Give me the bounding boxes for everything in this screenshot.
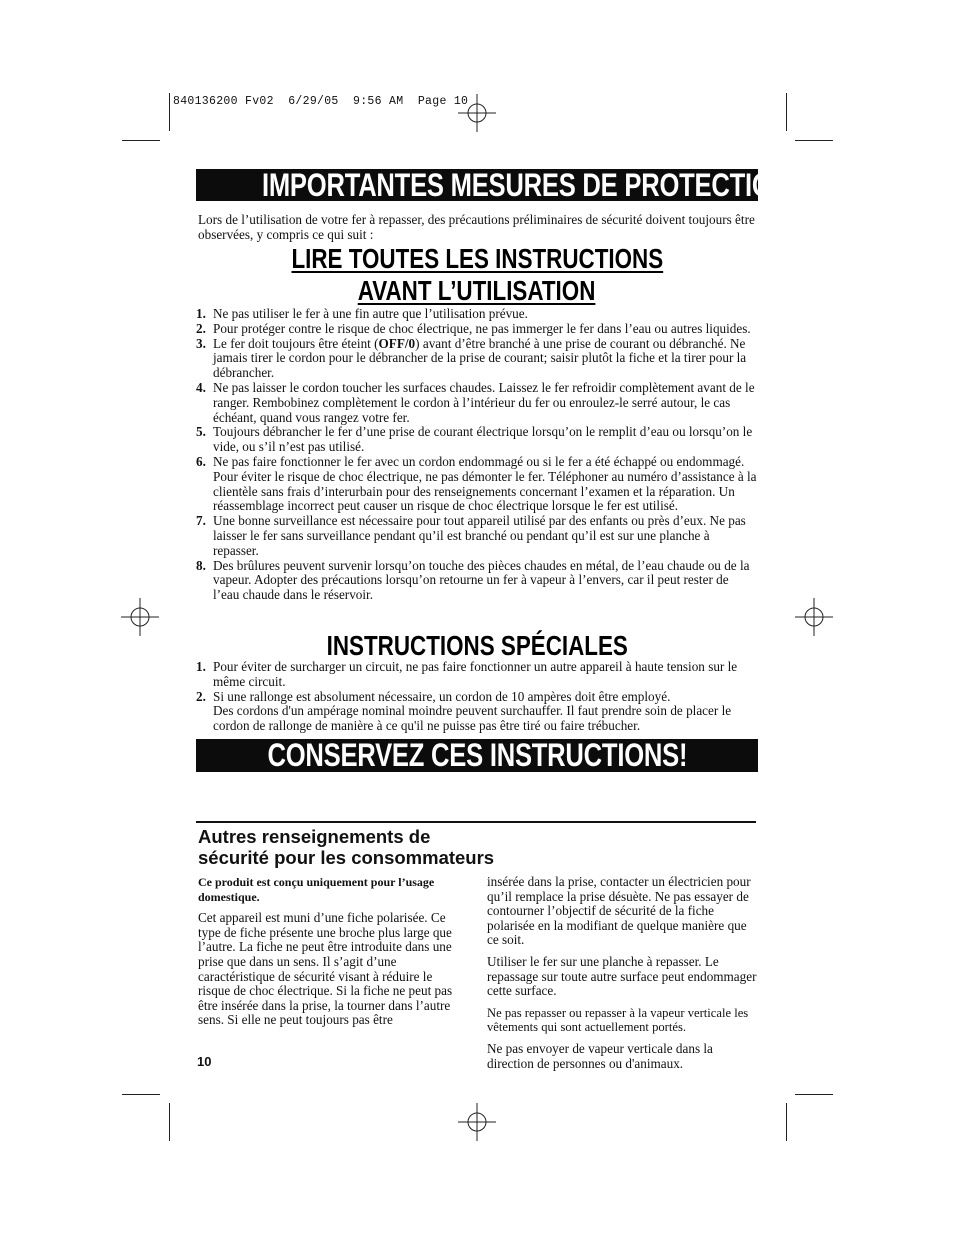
list-item: 1. Ne pas utiliser le fer à une fin autre que l’utilisation prévue. [196,306,528,321]
crop-mark [169,1103,170,1141]
title-banner-text: IMPORTANTES MESURES DE PROTECTION [261,167,790,203]
polarized-plug-continued: insérée dans la prise, contacter un électricien pour qu’il remplace la prise désuète. Ne pas essayer de contourner l’objectif de sécurité de la fiche polarisée en la modifiant de quelque manière que ce soit. [487,874,751,948]
title-banner [196,167,790,203]
list-item: 2. Si une rallonge est absolument nécessaire, un cordon de 10 ampères doit être employé. Des cordons d'un ampérage nominal moindre peuvent surchauffer. Il faut prendre soin de placer le cordon de rallonge de manière à ce qu'il ne puisse pas être tiré ou faire trébucher. [196,688,732,734]
list-item: 6. Ne pas faire fonctionner le fer avec un cordon endommagé ou si le fer a été échappé ou endommagé. Pour éviter le risque de choc électrique, ne pas démonter le fer. Téléphoner au numéro d’assistance à la clientèle sans frais d’interurbain pour des renseignements concernant l’examen et la réparation. Un réassemblage incorrect peut causer un risque de choc électrique lorsque le fer est utilisé. [196,453,757,514]
read-instructions-heading [196,244,758,274]
registration-mark-icon [795,598,833,636]
consumer-right-column [487,875,759,1078]
list-item: 3. Le fer doit toujours être éteint (OFF/0) avant d’être branché à une prise de courant ou débranché. Ne jamais tirer le cordon pour le débrancher de la prise de courant; saisir plutôt la fiche et la tirer pour la débrancher. [196,335,747,381]
save-instructions-banner [196,739,758,772]
household-use-note: Ce produit est conçu uniquement pour l’usage domestique. [198,875,435,904]
registration-mark-icon [121,598,159,636]
list-item: 2. Pour protéger contre le risque de choc électrique, ne pas immerger le fer dans l’eau ou autres liquides. [196,320,751,336]
ironing-board-paragraph: Utiliser le fer sur une planche à repasser. Le repassage sur toute autre surface peut endommager cette surface. [487,953,757,999]
crop-mark [786,93,787,131]
crop-mark [122,140,160,141]
list-item: 7. Une bonne surveillance est nécessaire pour tout appareil utilisé par des enfants ou près d’eux. Ne pas laisser le fer sans surveillance pendant qu’il est branché ou pendant qu’il est sur une planche à repasser. [196,513,746,558]
consumer-safety-heading: Autres renseignements de sécurité pour les consommateurs [198,826,495,868]
polarized-plug-paragraph: Cet appareil est muni d’une fiche polarisée. Ce type de fiche présente une broche plus large que l’autre. La fiche ne peut être introduite dans une prise que dans un sens. Il s’agit d’une caractéristique de sécurité visant à réduire le risque de choc électrique. Si la fiche ne peut pas être insérée dans la prise, la tourner dans l’autre sens. Si elle ne peut toujours pas être [198,910,453,1028]
intro-paragraph: Lors de l’utilisation de votre fer à repasser, des précautions préliminaires de sécurité doivent toujours être observées, y compris ce qui suit : [198,212,755,242]
list-item: 1. Pour éviter de surcharger un circuit, ne pas faire fonctionner un autre appareil à haute tension sur le même circuit. [196,659,738,689]
section-divider [196,821,756,823]
vertical-steam-paragraph: Ne pas envoyer de vapeur verticale dans la direction de personnes ou d'animaux. [487,1040,713,1071]
safety-list [196,307,758,603]
registration-mark-icon [458,1103,496,1141]
off-label: OFF/0 [378,335,416,351]
crop-mark [169,93,170,131]
read-instructions-heading [196,276,758,306]
printer-slug: 840136200 Fv02 6/29/05 9:56 AM Page 10 [173,95,469,108]
crop-mark [795,140,833,141]
read-heading-line2: AVANT L’UTILISATION [358,275,596,306]
read-heading-line1: LIRE TOUTES LES INSTRUCTIONS [291,243,663,274]
list-item: 8. Des brûlures peuvent survenir lorsqu’on touche des pièces chaudes en métal, de l’eau chaude ou de la vapeur. Adopter des précautions lorsqu’on retourne un fer à vapeur à l’envers, car il peut rester de l’eau chaude dans le réservoir. [196,557,750,603]
special-instructions-heading: INSTRUCTIONS SPÉCIALES [326,630,628,661]
crop-mark [795,1094,833,1095]
registration-mark-icon [458,94,496,132]
consumer-left-column [198,875,464,1035]
worn-clothes-paragraph: Ne pas repasser ou repasser à la vapeur verticale les vêtements qui sont actuellement portés. [487,1005,749,1035]
special-list [196,660,758,734]
list-item: 4. Ne pas laisser le cordon toucher les surfaces chaudes. Laissez le fer refroidir complètement avant de le ranger. Rembobinez complètement le cordon à l’intérieur du fer ou enroulez-le serré autour, le cas échéant, quand vous rangez votre fer. [196,379,755,425]
list-item: 5. Toujours débrancher le fer d’une prise de courant électrique lorsqu’on le remplit d’eau ou lorsqu’on le vide, ou s’il n’est pas utilisé. [196,424,753,455]
crop-mark [122,1094,160,1095]
save-banner-text: CONSERVEZ CES INSTRUCTIONS! [267,737,687,773]
crop-mark [786,1103,787,1141]
page-number: 10 [197,1054,212,1069]
